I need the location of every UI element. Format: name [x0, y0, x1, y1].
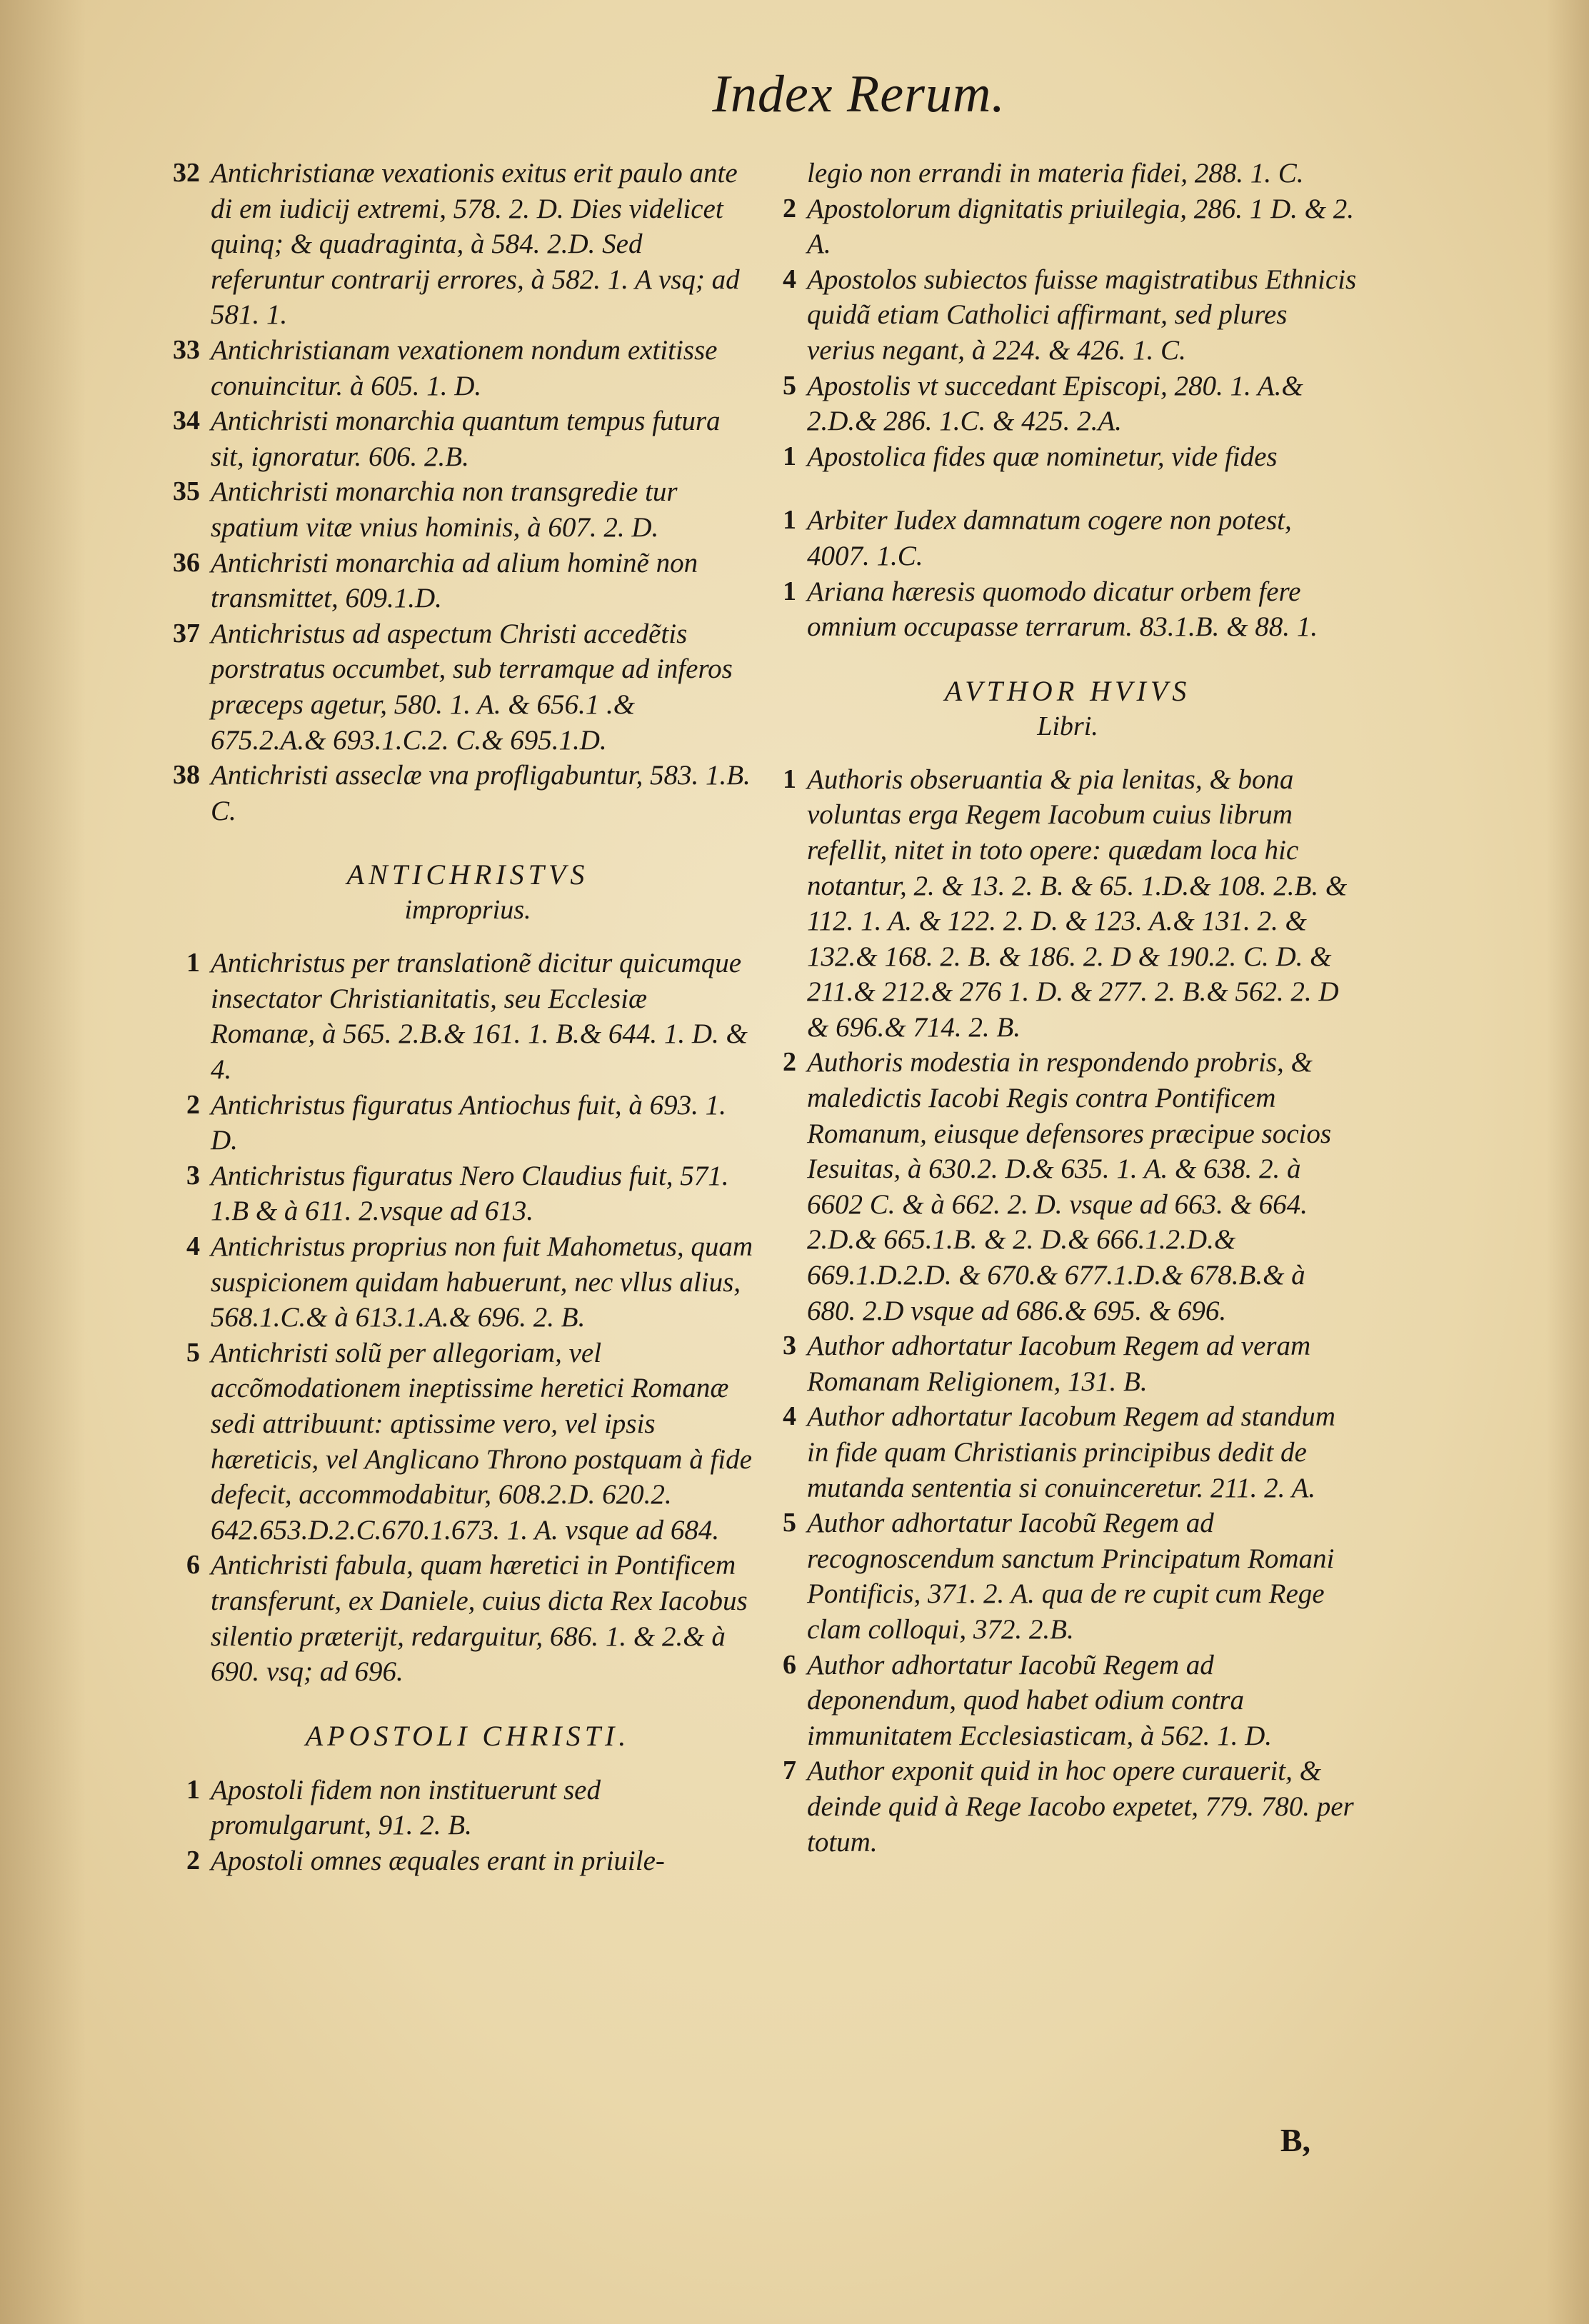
entry-text: Author exponit quid in hoc opere curauerit, & deinde quid à Rege Iacobo expetet, 779. 780. per totum. [807, 1755, 1354, 1858]
entry-number: 38 [173, 760, 200, 791]
index-entry [173, 333, 753, 404]
page-header [0, 65, 1589, 124]
right-column [783, 156, 1357, 1860]
entry-text: Antichristi monarchia non transgredie tur spatium vitæ vnius hominis, à 607. 2. D. [211, 476, 678, 543]
index-entry [783, 439, 1357, 475]
entry-number: 2 [186, 1845, 200, 1875]
entry-number: 35 [173, 476, 200, 507]
entry-number: 33 [173, 334, 200, 365]
entry-text: Antichristi asseclæ vna profligabuntur, 583. 1.B. C. [211, 760, 751, 826]
entry-group-apostoli [186, 1773, 753, 1879]
entry-number: 37 [173, 618, 200, 648]
entry-text: Author adhortatur Iacobum Regem ad veram Romanam Religionem, 131. B. [807, 1331, 1311, 1397]
index-entry [186, 1229, 753, 1336]
entry-group-author [783, 762, 1357, 1860]
index-entry [173, 474, 753, 545]
entry-text: Antichristus figuratus Antiochus fuit, à 693. 1. D. [211, 1089, 726, 1156]
index-entry [783, 1753, 1357, 1860]
entry-number: 5 [783, 1508, 796, 1538]
entry-number: 6 [186, 1550, 200, 1581]
entry-number: 4 [783, 264, 796, 294]
index-entry [186, 1773, 753, 1843]
entry-text: Apostolica fides quæ nominetur, vide fides [807, 441, 1278, 472]
index-entry [783, 1045, 1357, 1328]
entry-number: 1 [783, 441, 796, 471]
entry-number: 4 [783, 1401, 796, 1432]
entry-text: Antichristi solũ per allegoriam, vel accõmodationem ineptissime heretici Romanæ sedi attribuunt: aptissime vero, vel ipsis hæreticis, vel Anglicano Throno postquam à fide defecit, accommodabitur, 608.2.D. 620.2. 642.653.D.2.C.670.1.673. 1. A. vsque ad 684. [211, 1337, 752, 1546]
entry-number: 1 [186, 1774, 200, 1805]
index-entry [173, 404, 753, 474]
entry-text: Arbiter Iudex damnatum cogere non potest, 4007. 1.C. [807, 505, 1292, 571]
page-title: Index Rerum. [712, 65, 1006, 124]
index-entry [783, 191, 1357, 262]
entry-number: 1 [783, 576, 796, 606]
index-entry [783, 1399, 1357, 1506]
entry-number: 6 [783, 1649, 796, 1680]
index-entry [186, 1088, 753, 1158]
entry-text: Author adhortatur Iacobũ Regem ad deponendum, quod habet odium contra immunitatem Ecclesiasticam, à 562. 1. D. [807, 1649, 1272, 1751]
entry-text: Antichristi monarchia quantum tempus futura sit, ignoratur. 606. 2.B. [211, 406, 721, 472]
index-entry [173, 546, 753, 616]
entry-text: Antichristus figuratus Nero Claudius fuit, 571. 1.B & à 611. 2.vsque ad 613. [211, 1160, 729, 1227]
index-entry [186, 1548, 753, 1689]
entry-number: 5 [186, 1337, 200, 1368]
index-entry [783, 1506, 1357, 1647]
entry-number: 32 [173, 158, 200, 188]
entry-text: Author adhortatur Iacobũ Regem ad recognoscendum sanctum Principatum Romani Pontificis, 371. 2. A. qua de re cupit cum Rege clam colloqui, 372. 2.B. [807, 1508, 1335, 1645]
entry-group-antichristus-improprius [186, 946, 753, 1689]
entry-text: legio non errandi in materia fidei, 288. 1. C. [807, 158, 1304, 189]
entry-text: Antichristus ad aspectum Christi accedẽtis porstratus occumbet, sub terramque ad inferos præceps agetur, 580. 1. A. & 656.1 .& 675.2.A.& 693.1.C.2. C.& 695.1.D. [211, 618, 733, 756]
entry-group-arbiter-ariana [783, 503, 1357, 644]
entry-group-antichristus [173, 156, 753, 828]
entry-text: Authoris obseruantia & pia lenitas, & bona voluntas erga Regem Iacobum cuius librum refellit, nitet in toto opere: quædam loca hic notantur, 2. & 13. 2. B. & 65. 1.D.& 108. 2.B. & 112. 1. A. & 122. 2. D. & 123. A.& 131. 2. & 132.& 168. 2. B. & 186. 2. D & 190.2. C. D. & 211.& 212.& 276 1. D. & 277. 2. B.& 562. 2. D & 696.& 714. 2. B. [807, 763, 1348, 1043]
entry-number: 36 [173, 547, 200, 578]
section-subheading: improprius. [404, 895, 531, 926]
index-entry [186, 1843, 753, 1879]
index-entry [783, 574, 1357, 645]
entry-text: Antichristus per translationẽ dicitur quicumque insectator Christianitatis, seu Ecclesiæ Romanæ, à 565. 2.B.& 161. 1. B.& 644. 1. D. & 4. [211, 948, 748, 1086]
entry-number: 1 [783, 763, 796, 794]
entry-number: 1 [186, 948, 200, 978]
entry-text: Antichristi fabula, quam hæretici in Pontificem transferunt, ex Daniele, cuius dicta Rex Iacobus silentio præterijt, redarguitur, 686. 1. & 2.& à 690. vsq; ad 696. [211, 1550, 748, 1688]
index-entry [783, 262, 1357, 369]
index-entry [173, 616, 753, 758]
index-entry [783, 369, 1357, 439]
left-column [173, 156, 753, 1879]
page-shadow-left [0, 0, 86, 2324]
entry-number: 3 [783, 1331, 796, 1361]
entry-text: Apostoli fidem non instituerunt sed promulgarunt, 91. 2. B. [211, 1774, 601, 1841]
entry-number: 34 [173, 406, 200, 436]
entry-number: 2 [783, 1047, 796, 1078]
entry-text: Antichristus proprius non fuit Mahometus, quam suspicionem quidam habuerunt, nec vllus alius, 568.1.C.& à 613.1.A.& 696. 2. B. [211, 1231, 753, 1333]
index-entry [186, 946, 753, 1087]
section-heading: AVTHOR HVIVS [944, 674, 1191, 707]
index-entry [783, 762, 1357, 1046]
entry-number: 2 [186, 1089, 200, 1120]
entry-group-apostoli-cont [783, 156, 1357, 474]
catchword: B, [1280, 2122, 1310, 2158]
section-subheading: Libri. [1037, 711, 1098, 741]
entry-text: Authoris modestia in respondendo probris, & maledictis Iacobi Regis contra Pontificem Romanum, eiusque defensores præcipue socios Iesuitas, à 630.2. D.& 635. 1. A. & 638. 2. à 6602 C. & à 662. 2. D. vsque ad 663. & 664. 2.D.& 665.1.B. & 2. D.& 666.1.2.D.& 669.1.D.2.D. & 670.& 677.1.D.& 678.B.& à 680. 2.D vsque ad 686.& 695. & 696. [807, 1047, 1332, 1326]
section-heading: APOSTOLI CHRISTI. [305, 1719, 631, 1752]
entry-text: Antichristianæ vexationis exitus erit paulo ante di em iudicij extremi, 578. 2. D. Dies videlicet quinq; & quadraginta, à 584. 2.D. Sed referuntur contrarij errores, à 582. 1. A vsq; ad 581. 1. [211, 158, 740, 331]
index-entry [783, 503, 1357, 574]
entry-number: 5 [783, 370, 796, 401]
index-entry [186, 1158, 753, 1229]
index-entry [186, 1336, 753, 1548]
entry-text: Apostolis vt succedant Episcopi, 280. 1. A.& 2.D.& 286. 1.C. & 425. 2.A. [807, 370, 1303, 437]
index-entry [783, 1328, 1357, 1399]
entry-number: 2 [783, 193, 796, 224]
entry-text: Apostoli omnes æquales erant in priuile- [211, 1845, 665, 1876]
entry-number: 7 [783, 1755, 796, 1786]
entry-text: Antichristi monarchia ad alium hominẽ non transmittet, 609.1.D. [211, 547, 698, 614]
entry-text: Ariana hæresis quomodo dicatur orbem fere omnium occupasse terrarum. 83.1.B. & 88. 1. [807, 576, 1318, 643]
section-heading: ANTICHRISTVS [346, 858, 589, 891]
index-entry [783, 1648, 1357, 1754]
entry-text: Antichristianam vexationem nondum extitisse conuincitur. à 605. 1. D. [211, 334, 718, 401]
page-shadow-right [1546, 0, 1589, 2324]
index-entry-continued [807, 156, 1357, 191]
index-entry [173, 156, 753, 333]
index-entry [173, 758, 753, 828]
entry-number: 3 [186, 1160, 200, 1191]
entry-number: 4 [186, 1231, 200, 1262]
entry-text: Apostolorum dignitatis priuilegia, 286. 1 D. & 2. A. [807, 193, 1354, 260]
entry-text: Author adhortatur Iacobum Regem ad standum in fide quam Christianis principibus dedit de mutanda sententia si conuinceretur. 211. 2. A. [807, 1401, 1335, 1503]
entry-number: 1 [783, 505, 796, 536]
entry-text: Apostolos subiectos fuisse magistratibus Ethnicis quidã etiam Catholici affirmant, sed plures verius negant, à 224. & 426. 1. C. [807, 264, 1357, 366]
